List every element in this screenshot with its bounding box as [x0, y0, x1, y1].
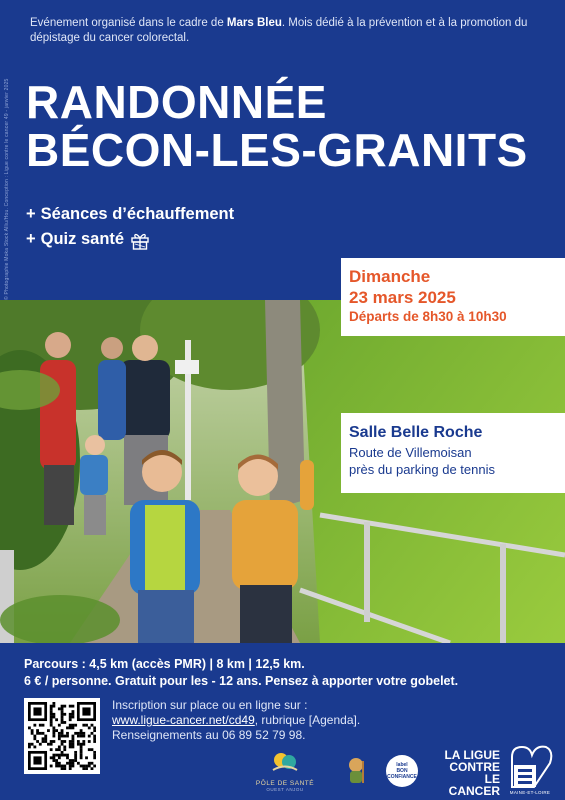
title-line2: BÉCON-LES-GRANITS — [26, 124, 528, 176]
confiance-bot: CONFIANCE — [387, 774, 417, 780]
location-name: Salle Belle Roche — [349, 424, 483, 441]
location-address: Route de Villemoisan — [349, 445, 472, 460]
partner-logos — [0, 743, 565, 800]
gift-icon — [130, 230, 150, 250]
parcours-price: 6 € / personne. Gratuit pour les - 12 ans. Pensez à apporter votre gobelet. — [24, 674, 459, 688]
location-box — [341, 413, 565, 493]
activity-item — [26, 202, 234, 227]
ligue-emblem-icon — [504, 743, 556, 789]
page-title — [26, 78, 528, 174]
mascot-icon — [340, 755, 372, 787]
plus-mark: + — [26, 205, 36, 223]
pole-title: PÔLE DE SANTÉ — [255, 780, 315, 787]
date-box — [341, 258, 565, 336]
bon-confiance-logo — [386, 755, 418, 787]
intro-text — [30, 16, 530, 46]
title-line1: RANDONNÉE — [26, 76, 327, 128]
registration-rubrique: , rubrique [Agenda]. — [254, 713, 361, 727]
ligue-line2: CONTRE — [449, 760, 500, 774]
event-date: 23 mars 2025 — [349, 288, 456, 307]
pole-sante-emblem-icon — [270, 751, 300, 773]
event-times: Départs de 8h30 à 10h30 — [349, 309, 507, 324]
location-detail: près du parking de tennis — [349, 462, 495, 477]
activity-item — [26, 227, 234, 252]
ligue-logo-text — [432, 749, 500, 797]
parcours-info — [24, 656, 458, 690]
header-section — [0, 0, 565, 300]
registration-info — [112, 698, 360, 743]
ligue-line3: LE CANCER — [448, 772, 500, 798]
intro-mars-bleu: Mars Bleu — [226, 17, 282, 29]
footer-section — [0, 643, 565, 800]
pole-sante-logo — [250, 751, 320, 792]
contact-phone: Renseignements au 06 89 52 79 98. — [112, 728, 306, 742]
registration-link-line — [112, 713, 360, 728]
registration-line: Inscription sur place ou en ligne sur : — [112, 698, 308, 712]
plus-mark: + — [26, 230, 36, 248]
registration-link[interactable]: www.ligue-cancer.net/cd49 — [112, 713, 255, 727]
confiance-mid: BON — [396, 768, 408, 774]
activity-label: Séances d’échauffement — [40, 205, 235, 223]
ligue-sub: MAINE-ET-LOIRE — [509, 790, 551, 795]
activity-label: Quiz santé — [40, 230, 125, 248]
pole-sub: OUEST ANJOU — [266, 787, 304, 792]
parcours-distances: Parcours : 4,5 km (accès PMR) | 8 km | 12,5 km. — [24, 657, 305, 671]
confiance-top: label — [396, 762, 408, 768]
activities-list — [26, 202, 234, 252]
photo-credit: © Photographie Moka Stock Alliu/Hou. Conception : Ligue contre le cancer 49 - janvier 2025 — [4, 78, 10, 300]
intro-after: . Mois dédié à la prévention et à la promotion du dépistage du cancer colorectal. — [30, 17, 528, 44]
event-day: Dimanche — [349, 267, 431, 286]
ligue-line1: LA LIGUE — [444, 748, 500, 762]
intro-before: Evénement organisé dans le cadre de — [30, 17, 227, 29]
